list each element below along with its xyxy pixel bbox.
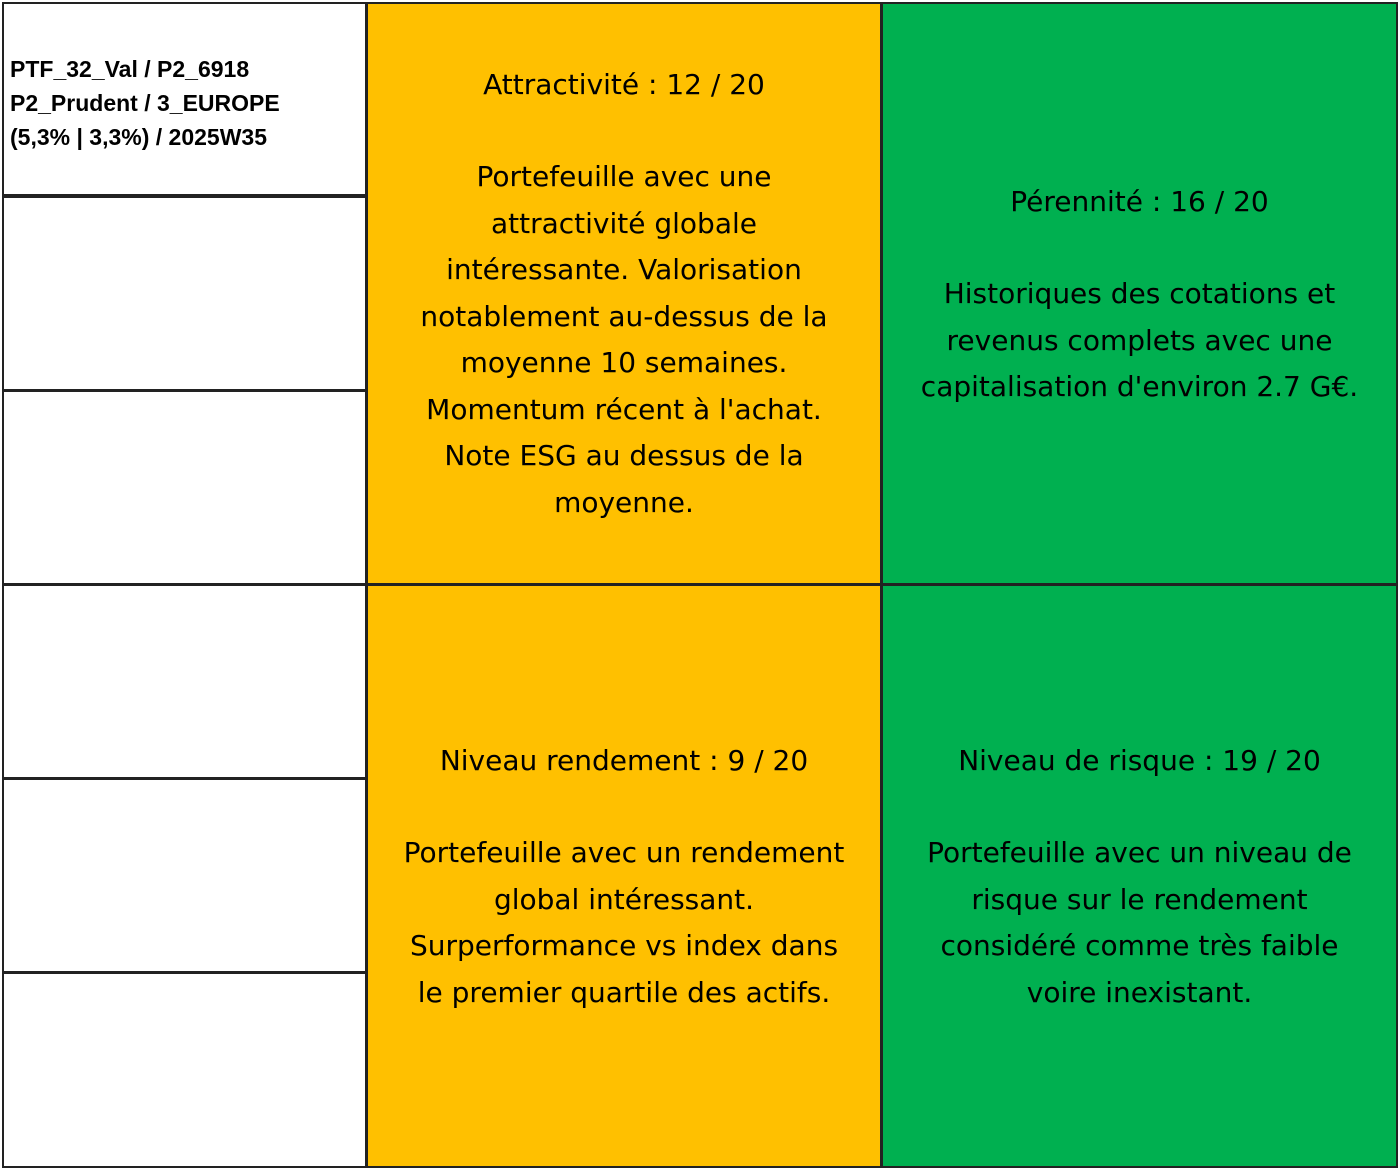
empty-cell-4	[2, 584, 367, 779]
rendement-line: Portefeuille avec un rendement	[403, 836, 845, 869]
rendement-line: le premier quartile des actifs.	[417, 975, 831, 1009]
risque-line: risque sur le rendement	[971, 882, 1308, 916]
perennite-description	[921, 271, 1358, 411]
rendement-description	[404, 830, 845, 1016]
perennite-cell	[881, 2, 1398, 585]
attractivite-title: Attractivité : 12 / 20	[483, 68, 765, 101]
rendement-cell	[366, 584, 882, 1168]
risque-title: Niveau de risque : 19 / 20	[958, 744, 1321, 777]
perennite-title: Pérennité : 16 / 20	[1010, 185, 1269, 218]
portfolio-header-text	[10, 52, 280, 154]
attractivite-line: attractivité globale	[490, 206, 757, 240]
empty-cell-3	[2, 390, 367, 585]
empty-cell-6	[2, 972, 367, 1168]
empty-cell-5	[2, 778, 367, 973]
attractivite-line: moyenne 10 semaines.	[460, 346, 788, 379]
attractivite-line: Momentum récent à l'achat.	[426, 392, 822, 426]
perennite-line: capitalisation d'environ 2.7 G€.	[920, 370, 1359, 403]
rendement-line: Surperformance vs index dans	[409, 929, 839, 962]
perennite-line: Historiques des cotations et	[943, 277, 1336, 310]
empty-cell-2	[2, 196, 367, 391]
risque-description	[927, 830, 1352, 1016]
risque-line: Portefeuille avec un niveau de	[927, 836, 1352, 869]
portfolio-id-line: PTF_32_Val / P2_6918	[10, 56, 250, 82]
portfolio-profile-line: P2_Prudent / 3_EUROPE	[10, 90, 280, 116]
attractivite-line: moyenne.	[554, 485, 694, 519]
attractivite-cell	[366, 2, 882, 585]
attractivite-line: notablement au-dessus de la	[420, 299, 828, 333]
risque-line: considéré comme très faible	[940, 929, 1339, 962]
portfolio-rates-line: (5,3% | 3,3%) / 2025W35	[10, 124, 268, 150]
portfolio-header-cell	[2, 2, 367, 196]
attractivite-description	[420, 154, 827, 526]
risque-cell	[881, 584, 1398, 1168]
rendement-title: Niveau rendement : 9 / 20	[439, 744, 809, 777]
rendement-line: global intéressant.	[493, 882, 755, 916]
perennite-line: revenus complets avec une	[946, 323, 1333, 357]
risque-line: voire inexistant.	[1026, 975, 1253, 1009]
attractivite-line: Portefeuille avec une	[476, 160, 772, 193]
attractivite-line: Note ESG au dessus de la	[444, 439, 804, 472]
attractivite-line: intéressante. Valorisation	[446, 253, 802, 286]
